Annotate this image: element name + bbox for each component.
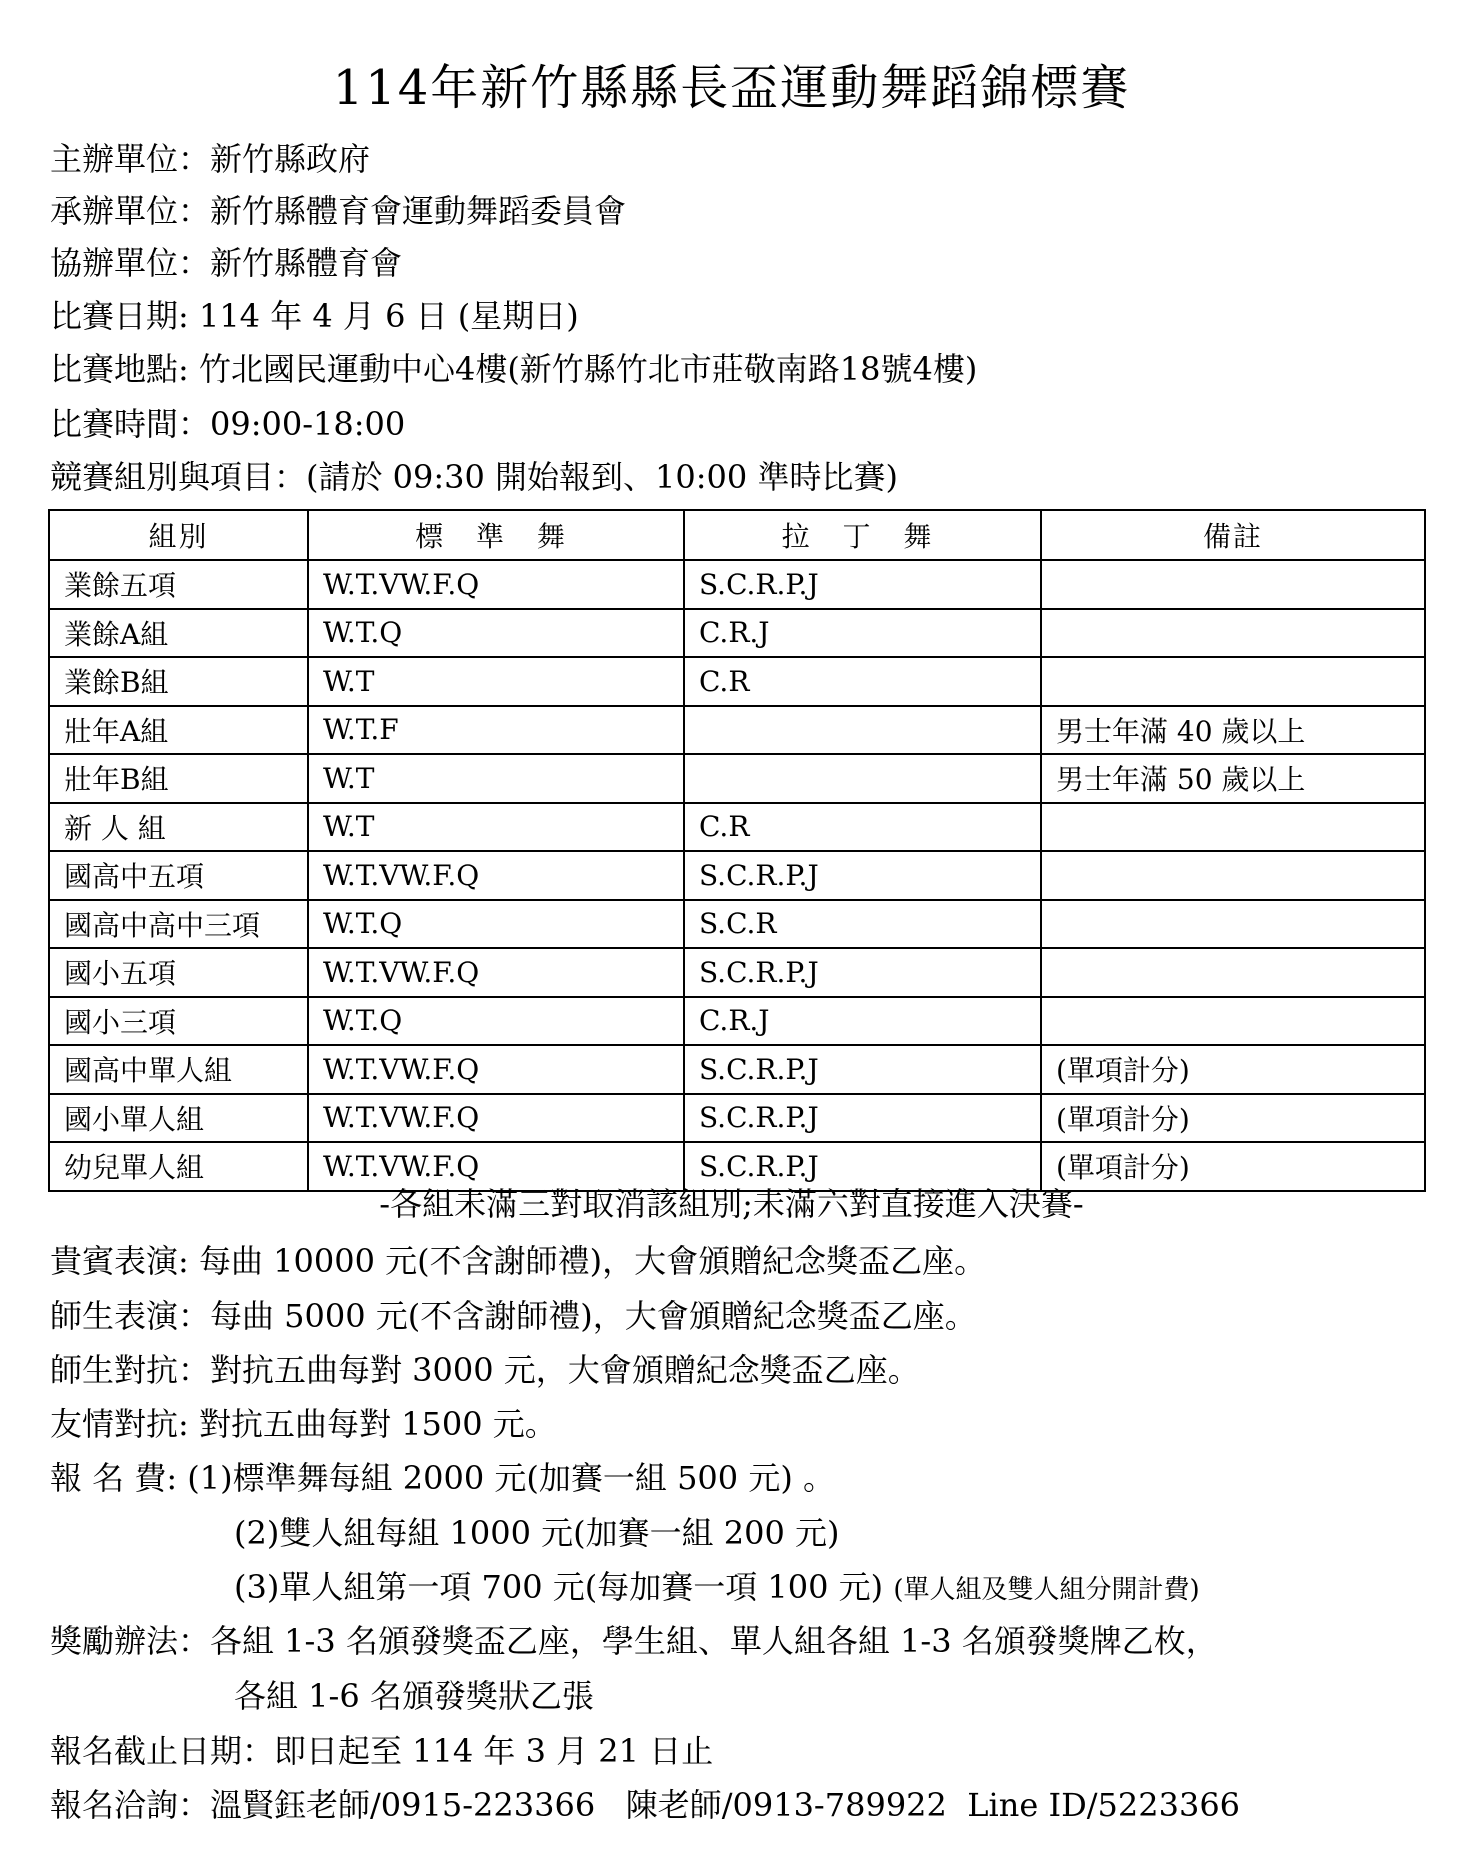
cell-latin: S.C.R.P.J <box>684 1045 1041 1094</box>
header-standard: 標 準 舞 <box>308 510 684 560</box>
date-line: 比賽日期: 114 年 4 月 6 日 (星期日) <box>50 297 579 335</box>
cell-remark: (單項計分) <box>1041 1045 1425 1094</box>
cell-remark <box>1041 948 1425 997</box>
undertaker-line: 承辦單位：新竹縣體育會運動舞蹈委員會 <box>50 192 627 230</box>
cell-group: 國小三項 <box>49 997 308 1046</box>
fee-line-3 <box>234 1566 1200 1611</box>
cell-group: 國小單人組 <box>49 1094 308 1143</box>
header-remark: 備註 <box>1041 510 1425 560</box>
cell-remark <box>1041 657 1425 706</box>
cell-group: 國高中單人組 <box>49 1045 308 1094</box>
deadline-line: 報名截止日期：即日起至 114 年 3 月 21 日止 <box>50 1732 714 1770</box>
time-line: 比賽時間：09:00-18:00 <box>50 405 406 443</box>
cell-standard: W.T.VW.F.Q <box>308 948 684 997</box>
cell-group: 壯年A組 <box>49 706 308 755</box>
cell-group: 業餘五項 <box>49 560 308 609</box>
cell-latin <box>684 754 1041 803</box>
rule-note: -各組未滿三對取消該組別;未滿六對直接進入決賽- <box>379 1185 1084 1223</box>
cell-latin: C.R <box>684 803 1041 852</box>
cell-remark <box>1041 900 1425 949</box>
cell-remark <box>1041 803 1425 852</box>
document-title: 114年新竹縣縣長盃運動舞蹈錦標賽 <box>332 60 1131 116</box>
cell-remark: (單項計分) <box>1041 1094 1425 1143</box>
cell-group: 新 人 組 <box>49 803 308 852</box>
table-row <box>49 900 1425 949</box>
cell-standard: W.T.VW.F.Q <box>308 851 684 900</box>
cell-remark <box>1041 997 1425 1046</box>
fee-line-1: 報 名 費: (1)標準舞每組 2000 元(加賽一組 500 元) 。 <box>50 1459 835 1497</box>
awards-line-1: 獎勵辦法：各組 1-3 名頒發獎盃乙座，學生組、單人組各組 1-3 名頒發獎牌乙枚， <box>50 1622 1218 1660</box>
header-group: 組別 <box>49 510 308 560</box>
cell-standard: W.T.F <box>308 706 684 755</box>
organizer-line: 主辦單位：新竹縣政府 <box>50 140 371 178</box>
table-row <box>49 803 1425 852</box>
table-row <box>49 997 1425 1046</box>
vip-performance-line: 貴賓表演: 每曲 10000 元(不含謝師禮)，大會頒贈紀念獎盃乙座。 <box>50 1242 987 1280</box>
cell-standard: W.T.VW.F.Q <box>308 1094 684 1143</box>
cell-latin: C.R <box>684 657 1041 706</box>
table-header-row <box>49 510 1425 560</box>
cell-group: 業餘B組 <box>49 657 308 706</box>
fee-line-3-text: (3)單人組第一項 700 元(每加賽一項 100 元) <box>234 1568 884 1606</box>
cell-remark <box>1041 851 1425 900</box>
cell-group: 壯年B組 <box>49 754 308 803</box>
cell-latin: S.C.R.P.J <box>684 560 1041 609</box>
co-organizer-line: 協辦單位：新竹縣體育會 <box>50 244 403 282</box>
fee-line-2: (2)雙人組每組 1000 元(加賽一組 200 元) <box>234 1514 840 1552</box>
cell-group: 國小五項 <box>49 948 308 997</box>
table-row <box>49 851 1425 900</box>
table-row <box>49 706 1425 755</box>
fee-line-3-note: (單人組及雙人組分開計費) <box>893 1575 1200 1605</box>
table-row <box>49 754 1425 803</box>
cell-remark <box>1041 609 1425 658</box>
cell-standard: W.T <box>308 657 684 706</box>
teacher-student-match-line: 師生對抗：對抗五曲每對 3000 元，大會頒贈紀念獎盃乙座。 <box>50 1351 920 1389</box>
cell-standard: W.T <box>308 803 684 852</box>
header-latin: 拉 丁 舞 <box>684 510 1041 560</box>
contact-line: 報名洽詢：溫賢鈺老師/0915-223366 陳老師/0913-789922 Line ID/5223366 <box>50 1786 1241 1824</box>
table-row <box>49 609 1425 658</box>
cell-latin: C.R.J <box>684 997 1041 1046</box>
cell-standard: W.T <box>308 754 684 803</box>
cell-standard: W.T.VW.F.Q <box>308 1142 684 1191</box>
competition-table <box>48 509 1426 1192</box>
table-row <box>49 948 1425 997</box>
cell-remark <box>1041 560 1425 609</box>
cell-group: 國高中高中三項 <box>49 900 308 949</box>
cell-latin: S.C.R <box>684 900 1041 949</box>
cell-latin: S.C.R.P.J <box>684 1142 1041 1191</box>
cell-group: 國高中五項 <box>49 851 308 900</box>
cell-standard: W.T.Q <box>308 900 684 949</box>
friendly-match-line: 友情對抗: 對抗五曲每對 1500 元。 <box>50 1405 557 1443</box>
cell-remark: (單項計分) <box>1041 1142 1425 1191</box>
cell-standard: W.T.VW.F.Q <box>308 1045 684 1094</box>
table-row <box>49 560 1425 609</box>
cell-latin: C.R.J <box>684 609 1041 658</box>
teacher-student-performance-line: 師生表演：每曲 5000 元(不含謝師禮)，大會頒贈紀念獎盃乙座。 <box>50 1297 977 1335</box>
cell-latin <box>684 706 1041 755</box>
table-row <box>49 1094 1425 1143</box>
venue-line: 比賽地點: 竹北國民運動中心4樓(新竹縣竹北市莊敬南路18號4樓) <box>50 350 978 388</box>
cell-remark: 男士年滿 50 歲以上 <box>1041 754 1425 803</box>
awards-line-2: 各組 1-6 名頒發獎狀乙張 <box>234 1677 594 1715</box>
cell-standard: W.T.VW.F.Q <box>308 560 684 609</box>
cell-group: 業餘A組 <box>49 609 308 658</box>
cell-standard: W.T.Q <box>308 997 684 1046</box>
cell-latin: S.C.R.P.J <box>684 948 1041 997</box>
cell-group: 幼兒單人組 <box>49 1142 308 1191</box>
table-row <box>49 1045 1425 1094</box>
cell-remark: 男士年滿 40 歲以上 <box>1041 706 1425 755</box>
cell-standard: W.T.Q <box>308 609 684 658</box>
cell-latin: S.C.R.P.J <box>684 851 1041 900</box>
cell-latin: S.C.R.P.J <box>684 1094 1041 1143</box>
table-row <box>49 657 1425 706</box>
categories-line: 競賽組別與項目：(請於 09:30 開始報到、10:00 準時比賽) <box>50 458 898 496</box>
